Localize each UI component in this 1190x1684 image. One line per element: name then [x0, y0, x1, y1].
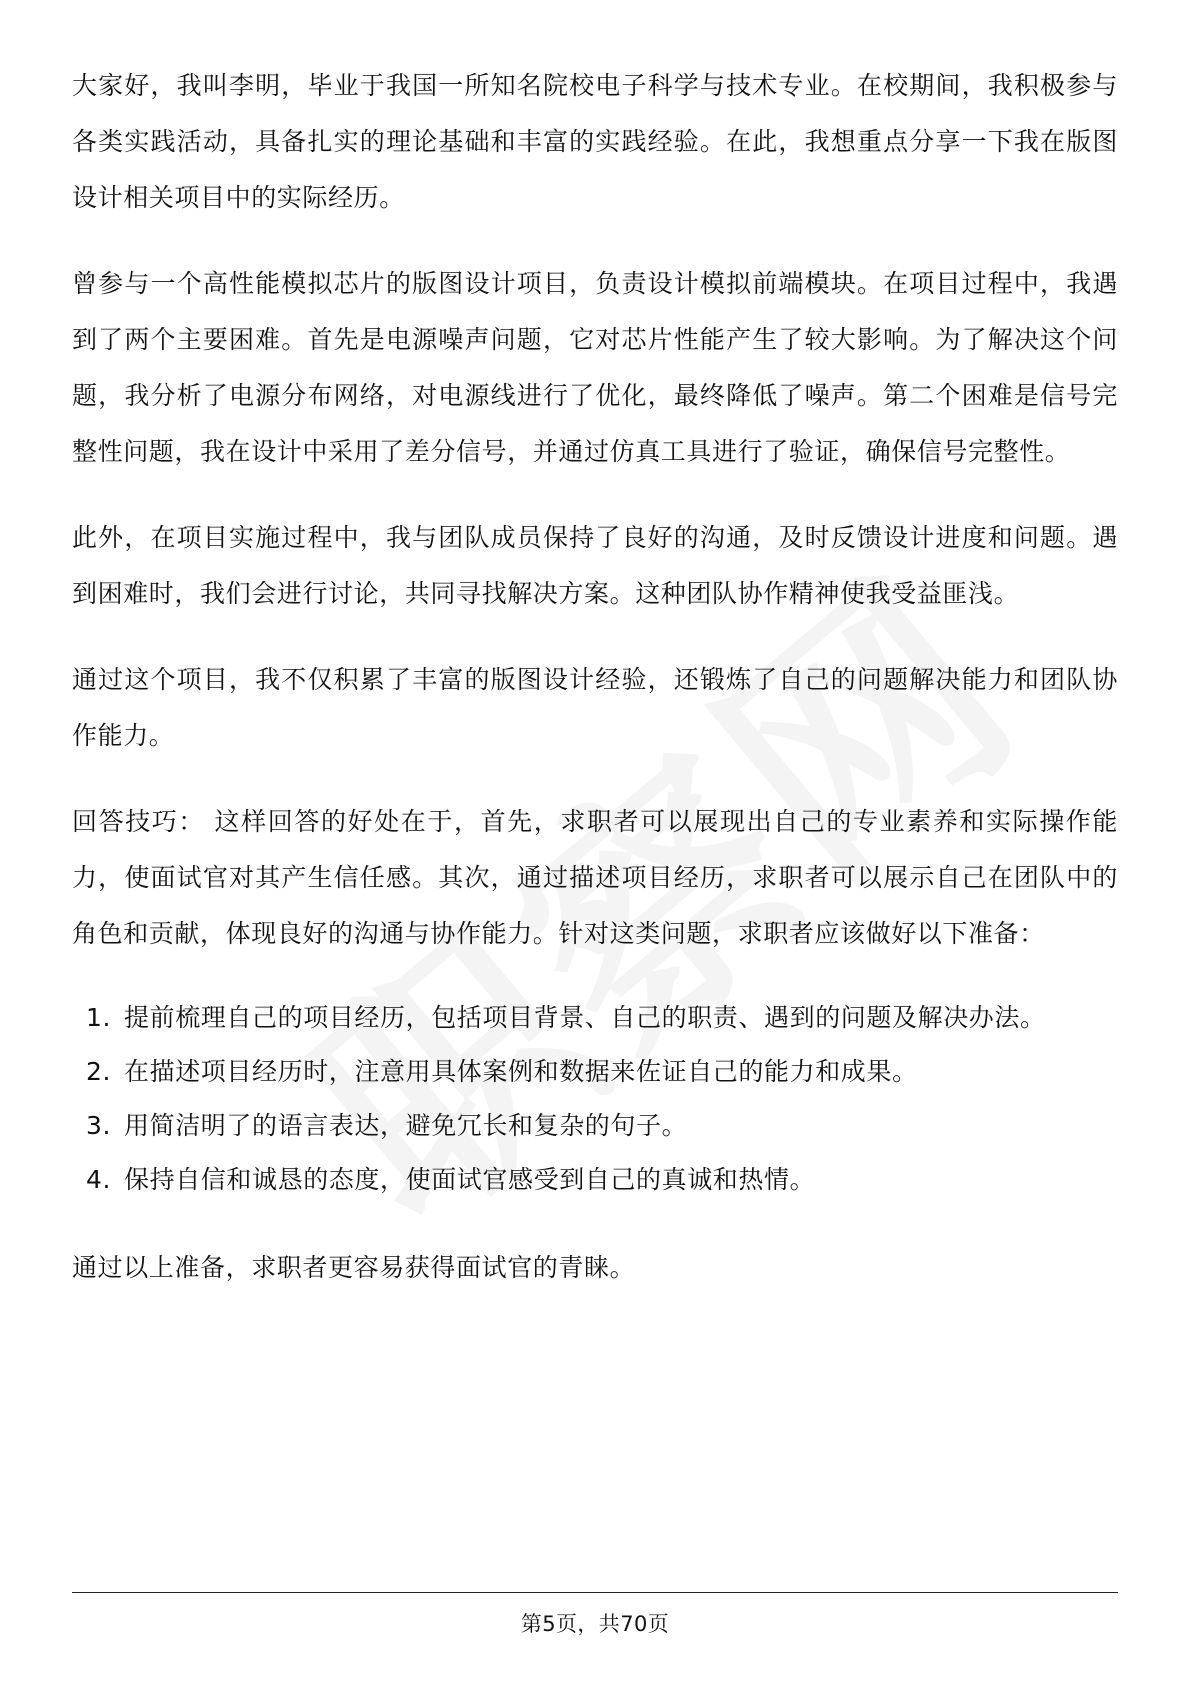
list-number: 3. — [86, 1111, 112, 1140]
list-text: 保持自信和诚恳的态度，使面试官感受到自己的真诚和热情。 — [124, 1165, 816, 1194]
paragraph-project: 曾参与一个高性能模拟芯片的版图设计项目，负责设计模拟前端模块。在项目过程中，我遇到了两个主要困难。首先是电源噪声问题，它对芯片性能产生了较大影响。为了解决这个问题，我分析了电源分布网络，对电源线进行了优化，最终降低了噪声。第二个困难是信号完整性问题，我在设计中采用了差分信号，并通过仿真工具进行了验证，确保信号完整性。 — [72, 269, 1118, 466]
paragraph-intro: 大家好，我叫李明，毕业于我国一所知名院校电子科学与技术专业。在校期间，我积极参与各类实践活动，具备扎实的理论基础和丰富的实践经验。在此，我想重点分享一下我在版图设计相关项目中的实际经历。 — [72, 71, 1118, 212]
list-item — [72, 992, 1118, 1044]
paragraph-teamwork: 此外，在项目实施过程中，我与团队成员保持了良好的沟通，及时反馈设计进度和问题。遇到困难时，我们会进行讨论，共同寻找解决方案。这种团队协作精神使我受益匪浅。 — [72, 523, 1118, 608]
paragraph-closing: 通过以上准备，求职者更容易获得面试官的青睐。 — [72, 1253, 636, 1282]
list-item — [72, 1154, 1118, 1206]
paragraph-tips: 回答技巧： 这样回答的好处在于，首先，求职者可以展现出自己的专业素养和实际操作能力，使面试官对其产生信任感。其次，通过描述项目经历，求职者可以展示自己在团队中的角色和贡献，体现良好的沟通与协作能力。针对这类问题，求职者应该做好以下准备： — [72, 807, 1118, 948]
list-number: 4. — [86, 1165, 112, 1194]
list-item — [72, 1046, 1118, 1098]
paragraph-summary: 通过这个项目，我不仅积累了丰富的版图设计经验，还锻炼了自己的问题解决能力和团队协作能力。 — [72, 665, 1118, 750]
list-text: 用简洁明了的语言表达，避免冗长和复杂的句子。 — [124, 1111, 688, 1140]
list-number: 2. — [86, 1057, 112, 1086]
list-text: 在描述项目经历时，注意用具体案例和数据来佐证自己的能力和成果。 — [124, 1057, 918, 1086]
list-item — [72, 1100, 1118, 1152]
page-content — [72, 58, 1118, 1330]
list-number: 1. — [86, 1003, 112, 1032]
preparation-list — [72, 992, 1118, 1206]
page-number: 第5页，共70页 — [520, 1612, 670, 1636]
footer-divider — [72, 1592, 1118, 1593]
list-text: 提前梳理自己的项目经历，包括项目背景、自己的职责、遇到的问题及解决办法。 — [124, 1003, 1046, 1032]
